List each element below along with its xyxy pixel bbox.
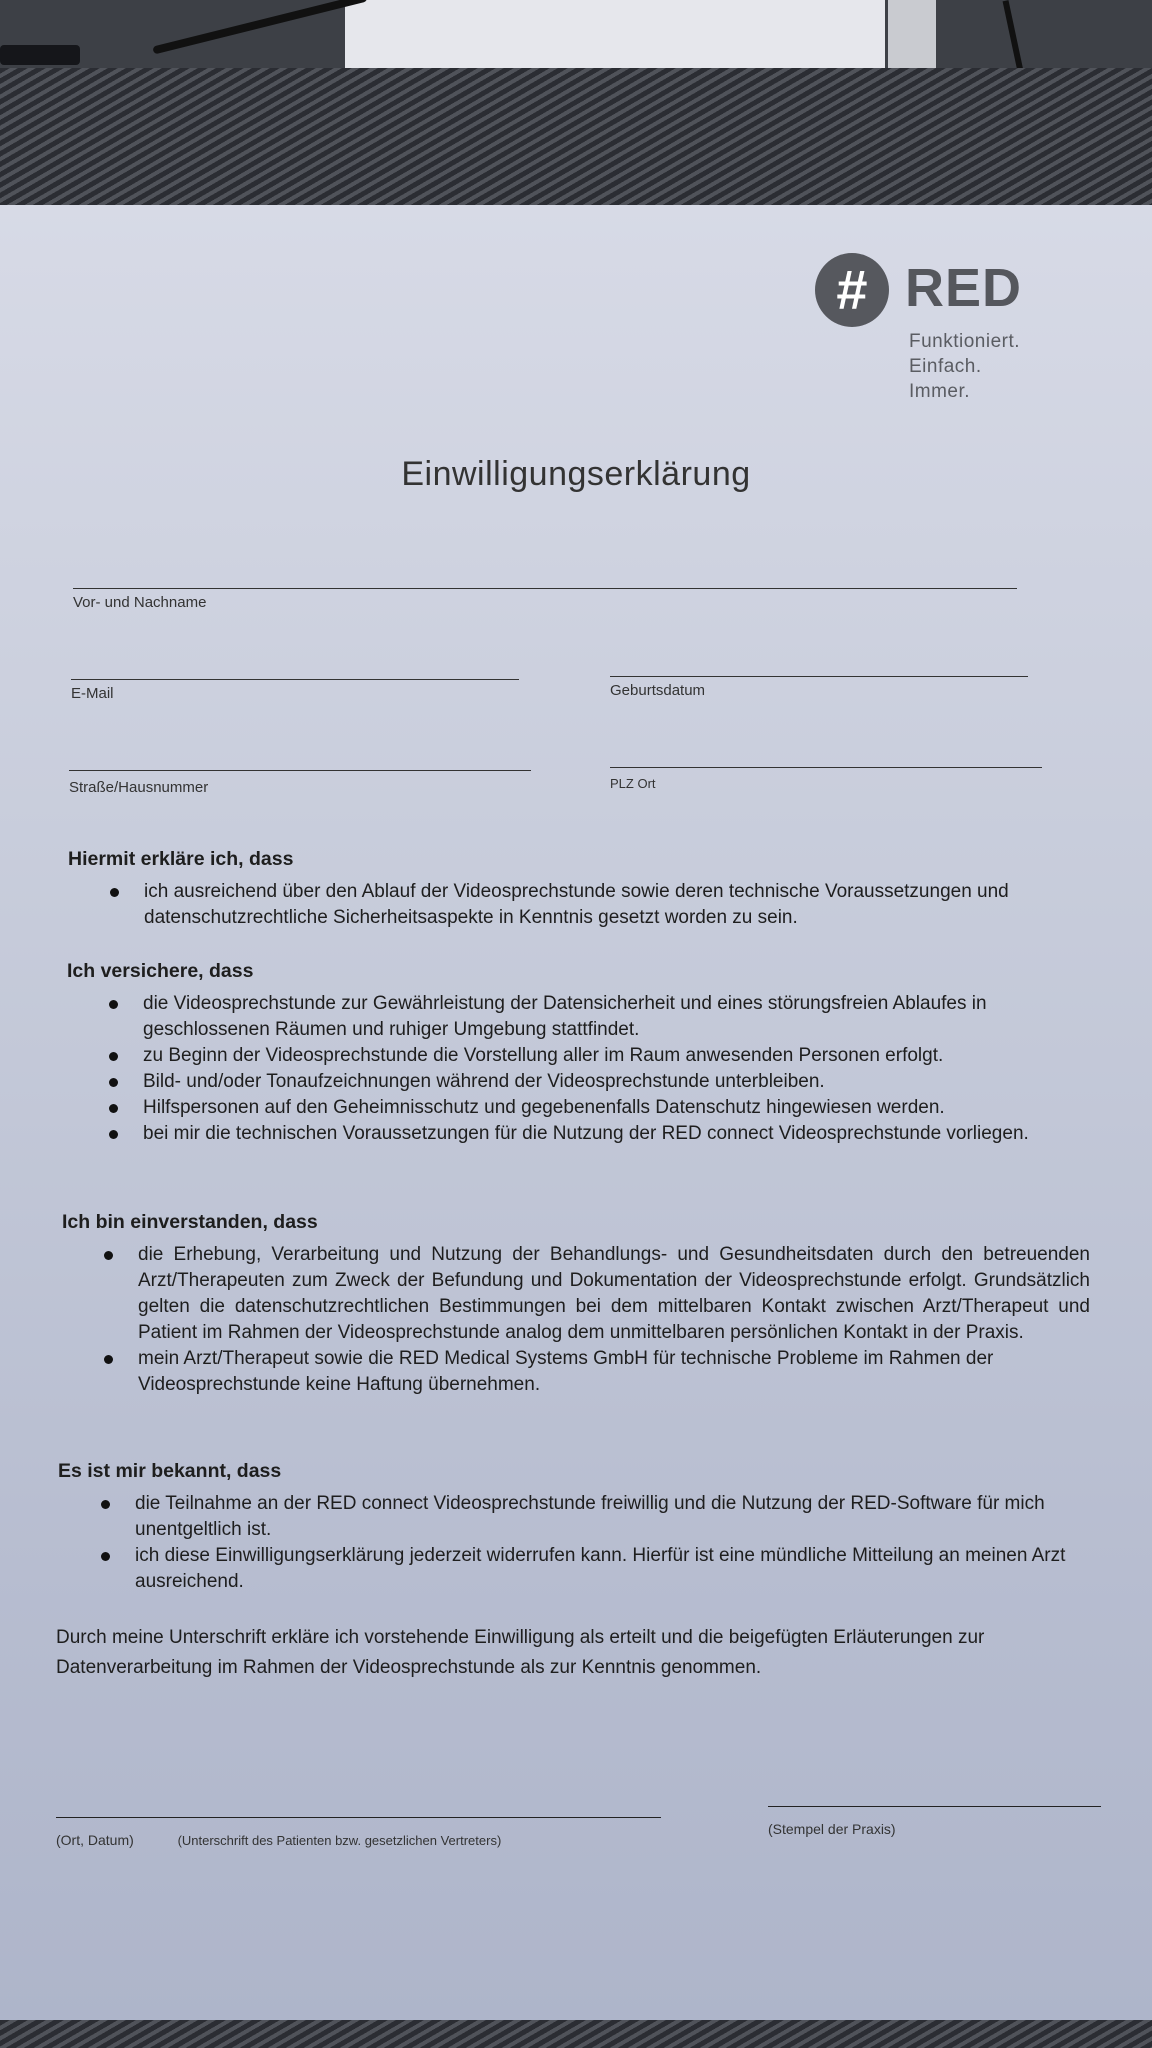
practice-stamp-field[interactable] <box>768 1806 1101 1837</box>
logo-tagline <box>909 329 1020 404</box>
section-heading: Ich bin einverstanden, dass <box>62 1211 318 1233</box>
document-title: Einwilligungserklärung <box>401 455 751 493</box>
section-declaration <box>0 848 1152 931</box>
section-assurance <box>0 960 1152 1147</box>
list-item <box>135 1491 1070 1543</box>
email-field[interactable] <box>71 679 519 702</box>
street-line <box>69 770 531 771</box>
section-heading: Ich versichere, dass <box>67 960 254 982</box>
patient-signature-field[interactable] <box>56 1817 661 1848</box>
background-clip <box>888 0 936 68</box>
bullet-icon <box>104 1355 113 1364</box>
section-list <box>0 1242 1152 1398</box>
patient-signature-label: (Unterschrift des Patienten bzw. gesetzlichen Vertreters) <box>177 1833 502 1848</box>
stamp-line <box>768 1806 1101 1807</box>
tagline-line: Einfach. <box>909 356 982 377</box>
place-date-label: (Ort, Datum) <box>56 1832 134 1848</box>
list-item <box>143 1043 1073 1069</box>
section-heading: Es ist mir bekannt, dass <box>58 1460 282 1482</box>
street-label: Straße/Hausnummer <box>69 779 209 796</box>
section-list <box>0 991 1152 1147</box>
name-field[interactable] <box>73 588 1017 611</box>
practice-stamp-label: (Stempel der Praxis) <box>768 1821 896 1837</box>
section-acknowledgement <box>0 1460 1152 1595</box>
birthdate-field[interactable] <box>610 676 1028 699</box>
consent-form-sheet <box>0 205 1152 2023</box>
bullet-icon <box>109 1130 118 1139</box>
background-cable <box>0 45 80 65</box>
list-item <box>135 1543 1070 1595</box>
list-item <box>143 1069 1073 1095</box>
email-line <box>71 679 519 680</box>
bullet-icon <box>109 1078 118 1087</box>
bullet-icon <box>110 888 119 897</box>
bullet-icon <box>101 1500 110 1509</box>
name-label: Vor- und Nachname <box>73 594 207 611</box>
bullet-icon <box>109 1000 118 1009</box>
list-item-text: mein Arzt/Therapeut sowie die RED Medical Systems GmbH für technische Probleme im Rahmen der Videosprechstunde keine Haftung übernehmen. <box>138 1348 994 1395</box>
city-field[interactable] <box>610 767 1042 791</box>
section-consent <box>0 1211 1152 1398</box>
bullet-icon <box>104 1251 113 1260</box>
list-item-text: die Videosprechstunde zur Gewährleistung der Datensicherheit und eines störungsfreien Ablaufes in geschlossenen Räumen und ruhiger Umgebung stattfindet. <box>143 993 987 1040</box>
section-list <box>0 879 1152 931</box>
bullet-icon <box>109 1104 118 1113</box>
clipboard-top <box>0 68 1152 218</box>
list-item <box>143 991 1073 1043</box>
clipboard-bottom <box>0 2020 1152 2048</box>
list-item-text: zu Beginn der Videosprechstunde die Vorstellung aller im Raum anwesenden Personen erfolgt. <box>143 1045 944 1066</box>
hash-logo-icon: # <box>815 253 889 327</box>
street-field[interactable] <box>69 770 531 796</box>
red-logo <box>815 253 1045 413</box>
background-paper <box>345 0 885 70</box>
tagline-line: Funktioniert. <box>909 331 1021 352</box>
birthdate-label: Geburtsdatum <box>610 682 706 699</box>
city-label: PLZ Ort <box>610 776 656 791</box>
signature-labels <box>56 1832 661 1848</box>
email-label: E-Mail <box>71 685 114 702</box>
list-item-text: die Erhebung, Verarbeitung und Nutzung der Behandlungs- und Gesundheitsdaten durch den betreuenden Arzt/Therapeuten zum Zweck der Befundung und Dokumentation der Videosprechstunde erfolgt. Grundsätzlich gelten die datenschutzrechtlichen Bestimmungen bei dem mittelbaren Kontakt zwischen Arzt/Therapeut und Patient im Rahmen der Videosprechstunde analog dem unmittelbaren persönlichen Kontakt in der Praxis. <box>138 1244 1090 1343</box>
list-item <box>138 1346 1090 1398</box>
list-item-text: Hilfspersonen auf den Geheimnisschutz und gegebenenfalls Datenschutz hingewiesen werden. <box>143 1097 945 1118</box>
city-line <box>610 767 1042 768</box>
closing-statement: Durch meine Unterschrift erkläre ich vorstehende Einwilligung als erteilt und die beigefügten Erläuterungen zur Datenverarbeitung im Rahmen der Videosprechstunde als zur Kenntnis genommen. <box>56 1627 985 1678</box>
list-item <box>143 1121 1043 1147</box>
list-item <box>144 879 1074 931</box>
list-item <box>138 1242 1090 1346</box>
tagline-line: Immer. <box>909 381 971 402</box>
list-item-text: Bild- und/oder Tonaufzeichnungen während der Videosprechstunde unterbleiben. <box>143 1071 825 1092</box>
logo-wordmark: RED <box>905 258 1023 318</box>
list-item-text: ich diese Einwilligungserklärung jederzeit widerrufen kann. Hierfür ist eine mündliche Mitteilung an meinen Arzt ausreichend. <box>135 1545 1066 1592</box>
bullet-icon <box>109 1052 118 1061</box>
bullet-icon <box>101 1552 110 1561</box>
section-heading: Hiermit erkläre ich, dass <box>68 848 294 870</box>
name-line <box>73 588 1017 589</box>
list-item-text: bei mir die technischen Voraussetzungen für die Nutzung der RED connect Videosprechstunde vorliegen. <box>143 1123 1029 1144</box>
list-item <box>143 1095 1073 1121</box>
birthdate-line <box>610 676 1028 677</box>
signature-line <box>56 1817 661 1818</box>
section-list <box>0 1491 1152 1595</box>
list-item-text: ich ausreichend über den Ablauf der Videosprechstunde sowie deren technische Voraussetzungen und datenschutzrechtliche Sicherheitsaspekte in Kenntnis gesetzt worden zu sein. <box>144 881 1009 928</box>
list-item-text: die Teilnahme an der RED connect Videosprechstunde freiwillig und die Nutzung der RED-Software für mich unentgeltlich ist. <box>135 1493 1045 1540</box>
